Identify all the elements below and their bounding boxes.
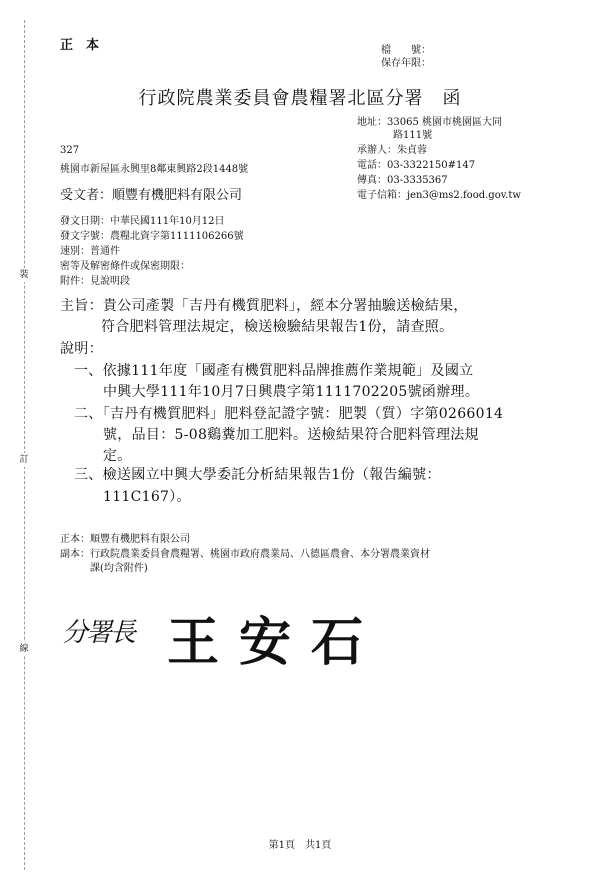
recipient-zip: 327 bbox=[60, 145, 80, 156]
retention-period-label: 保存年限： bbox=[381, 58, 431, 69]
explanation-label: 說明： bbox=[60, 341, 103, 357]
original-recipients: 正本：順豐有機肥料有限公司 bbox=[60, 534, 190, 545]
binding-dashed-line bbox=[24, 20, 25, 870]
cc-recipients-line1: 副本：行政院農業委員會農糧署、桃園市政府農業局、八德區農會、本分署農業資材 bbox=[60, 549, 430, 560]
explanation-item-3-line-2: 111C167）。 bbox=[103, 489, 191, 505]
binding-char-bottom: 線 bbox=[19, 644, 29, 654]
document-number: 發文字號：農糧北資字第1111106266號 bbox=[60, 231, 244, 242]
security-level: 密等及解密條件或保密期限： bbox=[60, 261, 190, 272]
phone-number: 電話：03-3322150#147 bbox=[357, 160, 476, 171]
handler-name: 承辦人：朱貞蓉 bbox=[357, 145, 427, 156]
explanation-item-2-line-1: 二、「吉丹有機質肥料」肥料登記證字號：肥製（質）字第0266014 bbox=[74, 406, 504, 422]
explanation-item-1-line-1: 一、依據111年度「國產有機質肥料品牌推薦作業規範」及國立 bbox=[74, 363, 474, 379]
explanation-item-2-line-2: 號，品目：5-08鷄糞加工肥料。送檢結果符合肥料管理法規 bbox=[103, 427, 479, 443]
email-address: 電子信箱：jen3@ms2.food.gov.tw bbox=[357, 190, 521, 201]
explanation-item-3-line-1: 三、檢送國立中興大學委託分析結果報告1份（報告編號： bbox=[74, 467, 441, 483]
subject-line-1: 主旨：貴公司產製「吉丹有機質肥料」，經本分署抽驗送檢結果， bbox=[60, 298, 468, 314]
signature-name: 王安石 bbox=[167, 612, 384, 673]
signature-title: 分署長 bbox=[62, 618, 135, 648]
copy-type-label: 正本 bbox=[60, 38, 113, 53]
archive-number-label: 檔 號： bbox=[381, 45, 431, 56]
fax-number: 傳真：03-3335367 bbox=[357, 175, 448, 186]
speed-category: 速別：普通件 bbox=[60, 246, 120, 257]
explanation-item-1-line-2: 中興大學111年10月7日興農字第1111702205號函辦理。 bbox=[103, 384, 480, 400]
binding-char-top: 裝 bbox=[19, 270, 29, 280]
subject-line-2: 符合肥料管理法規定，檢送檢驗結果報告1份，請查照。 bbox=[101, 319, 454, 335]
issue-date: 發文日期：中華民國111年10月12日 bbox=[60, 216, 225, 227]
sender-address-line2: 路111號 bbox=[393, 130, 433, 141]
binding-char-middle: 訂 bbox=[19, 455, 29, 465]
cc-recipients-line2: 課(均含附件) bbox=[90, 563, 148, 574]
recipient-name: 受文者：順豐有機肥料有限公司 bbox=[60, 188, 243, 203]
sender-address-line1: 地址：33065 桃園市桃園區大同 bbox=[357, 117, 502, 128]
page-number: 第1頁 共1頁 bbox=[268, 840, 332, 851]
document-title: 行政院農業委員會農糧署北區分署 函 bbox=[138, 88, 462, 109]
attachment-note: 附件：見說明段 bbox=[60, 276, 130, 287]
explanation-item-2-line-3: 定。 bbox=[103, 448, 132, 464]
recipient-address: 桃園市新屋區永興里8鄰東興路2段1448號 bbox=[60, 164, 249, 175]
